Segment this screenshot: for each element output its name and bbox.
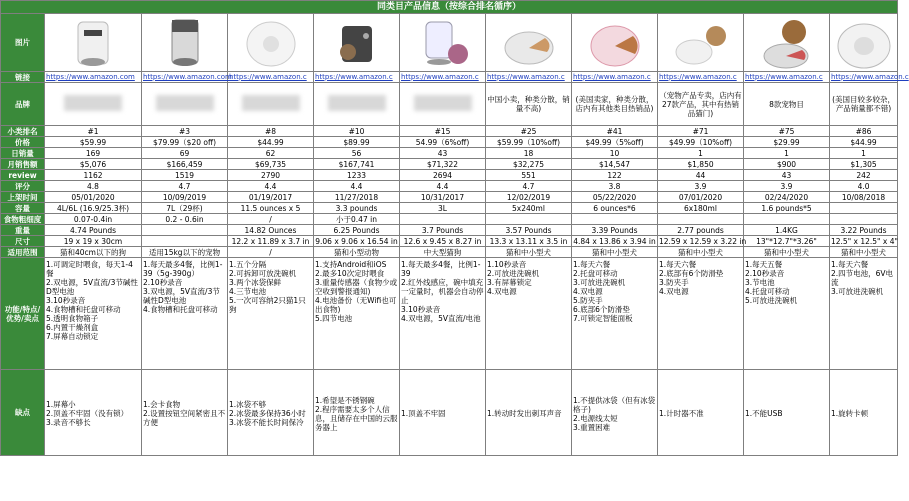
cons-cell: 1.冰袋不够 2.冰袋最多保持36小时 3.冰袋不能长时间保冷 bbox=[228, 370, 314, 456]
grain-cell: 0.07-0.4in bbox=[45, 214, 142, 225]
silver-feeder-icon bbox=[142, 14, 228, 72]
link-cell[interactable]: https://www.amazon.c bbox=[486, 72, 572, 83]
cons-cell: 1.顶盖不牢固 bbox=[400, 370, 486, 456]
scope-cell: 猫和中小型犬 bbox=[486, 247, 572, 258]
row-features bbox=[1, 258, 898, 370]
launch-cell: 05/22/2020 bbox=[572, 192, 658, 203]
weight-cell bbox=[142, 225, 228, 236]
rank-cell: #86 bbox=[830, 126, 898, 137]
review-cell: 551 bbox=[486, 170, 572, 181]
rank-cell: #41 bbox=[572, 126, 658, 137]
monthly-cell: $5,076 bbox=[45, 159, 142, 170]
row-rating bbox=[1, 181, 898, 192]
cons-cell: 1.屏幕小 2.顶盖不牢固（没有锁） 3.录音不够长 bbox=[45, 370, 142, 456]
row-weight bbox=[1, 225, 898, 236]
scope-cell: 中大型猫狗 bbox=[400, 247, 486, 258]
size-cell: 12.6 x 9.45 x 8.27 in bbox=[400, 236, 486, 247]
capacity-cell: 3L bbox=[400, 203, 486, 214]
row-label-brand: 品牌 bbox=[1, 83, 45, 126]
monthly-cell: $900 bbox=[744, 159, 830, 170]
review-cell: 242 bbox=[830, 170, 898, 181]
white-feeder-icon bbox=[45, 14, 142, 72]
size-cell: 12.2 x 11.89 x 3.7 in bbox=[228, 236, 314, 247]
brand-cell: (美国目较多较杂，产品销量都不错) bbox=[830, 83, 898, 126]
capacity-cell bbox=[830, 203, 898, 214]
price-cell: $49.99（5%off) bbox=[572, 137, 658, 148]
scope-cell: 猫和中小型犬 bbox=[572, 247, 658, 258]
launch-cell: 11/27/2018 bbox=[314, 192, 400, 203]
grain-cell: / bbox=[228, 214, 314, 225]
cons-cell: 1.计时器不准 bbox=[658, 370, 744, 456]
lid-feeder-icon bbox=[830, 14, 898, 72]
row-label-image: 图片 bbox=[1, 14, 45, 72]
capacity-cell: 11.5 ounces x 5 bbox=[228, 203, 314, 214]
daily-cell: 1 bbox=[658, 148, 744, 159]
cons-cell: 1.不提供冰袋（但有冰袋格子) 2.电源线太短 3.重置困难 bbox=[572, 370, 658, 456]
grain-cell: 小于0.47 in bbox=[314, 214, 400, 225]
weight-cell: 14.82 Ounces bbox=[228, 225, 314, 236]
rank-cell: #25 bbox=[486, 126, 572, 137]
brand-cell bbox=[314, 83, 400, 126]
row-price bbox=[1, 137, 898, 148]
features-cell: 1.五个分隔 2.可拆卸可放洗碗机 3.两个冰袋保鲜 4.三节电池 5.一次可容纳2只猫1只狗 bbox=[228, 258, 314, 370]
cons-cell: 1.会卡食物 2.设置按钮空间紧密且不方便 bbox=[142, 370, 228, 456]
row-label-link: 链接 bbox=[1, 72, 45, 83]
daily-cell: 10 bbox=[572, 148, 658, 159]
rating-cell: 3.9 bbox=[658, 181, 744, 192]
size-cell: 12.59 x 12.59 x 3.22 in bbox=[659, 236, 747, 246]
features-cell: 1.每天最多4餐，比例1-39 2.红外线感应，碗中填充一定量时，机器会自动停止 3.10秒录音 4.双电源，5V直流/电池 bbox=[400, 258, 486, 370]
daily-cell: 69 bbox=[142, 148, 228, 159]
cat-feeder-icon bbox=[314, 14, 400, 72]
row-label-cons: 缺点 bbox=[1, 370, 45, 456]
rank-cell: #1 bbox=[45, 126, 142, 137]
launch-cell: 07/01/2020 bbox=[658, 192, 744, 203]
weight-cell: 3.7 Pounds bbox=[400, 225, 486, 236]
size-cell: 12.5" x 12.5" x 4" bbox=[831, 236, 898, 246]
row-monthly bbox=[1, 159, 898, 170]
rating-cell: 4.7 bbox=[486, 181, 572, 192]
price-cell: $89.99 bbox=[314, 137, 400, 148]
row-label-rank: 小类排名 bbox=[1, 126, 45, 137]
weight-cell: 4.74 Pounds bbox=[45, 225, 142, 236]
rank-cell: #71 bbox=[658, 126, 744, 137]
rank-cell: #10 bbox=[314, 126, 400, 137]
row-label-price: 价格 bbox=[1, 137, 45, 148]
capacity-cell: 5x240ml bbox=[486, 203, 572, 214]
link-cell[interactable]: https://www.amazon.com bbox=[143, 72, 232, 81]
row-link bbox=[1, 72, 898, 83]
dog-feeder-icon bbox=[658, 14, 744, 72]
features-cell: 1.每天六餐 2.底部有6个防滑垫 3.防夹手 4.双电源 bbox=[658, 258, 744, 370]
features-cell: 1.每天六餐 2.托盘可移动 3.可放进洗碗机 4.双电源 5.防夹手 6.底部6个防滑垫 7.可锁定智能面板 bbox=[572, 258, 658, 370]
link-cell[interactable]: https://www.amazon.c bbox=[831, 72, 909, 81]
row-image bbox=[1, 14, 898, 72]
review-cell: 44 bbox=[658, 170, 744, 181]
grain-cell bbox=[830, 214, 898, 225]
daily-cell: 56 bbox=[314, 148, 400, 159]
scope-cell: 猫和中小型犬 bbox=[658, 247, 744, 258]
grain-cell bbox=[400, 214, 486, 225]
review-cell: 1162 bbox=[45, 170, 142, 181]
monthly-cell: $69,735 bbox=[228, 159, 314, 170]
row-brand bbox=[1, 83, 898, 126]
brand-cell: 中国小卖，种类分散，销量不高) bbox=[486, 83, 572, 126]
daily-cell: 43 bbox=[400, 148, 486, 159]
daily-cell: 1 bbox=[830, 148, 898, 159]
scope-cell: 猫和小型动物 bbox=[314, 247, 400, 258]
size-cell bbox=[142, 236, 228, 247]
scope-cell: 适用15kg以下的宠物 bbox=[142, 247, 228, 258]
row-review bbox=[1, 170, 898, 181]
link-cell[interactable]: https://www.amazon.c bbox=[228, 72, 314, 83]
price-cell: $59.99 bbox=[45, 137, 142, 148]
daily-cell: 1 bbox=[744, 148, 830, 159]
row-label-daily: 日销量 bbox=[1, 148, 45, 159]
scope-cell: 猫和中小型犬 bbox=[744, 247, 830, 258]
review-cell: 2790 bbox=[228, 170, 314, 181]
row-label-capacity: 容量 bbox=[1, 203, 45, 214]
row-label-scope: 适用范围 bbox=[1, 247, 45, 258]
price-cell: $44.99 bbox=[228, 137, 314, 148]
scope-cell: 猫和中小型犬 bbox=[830, 247, 898, 258]
brand-cell bbox=[142, 83, 228, 126]
daily-cell: 169 bbox=[45, 148, 142, 159]
grain-cell bbox=[744, 214, 830, 225]
launch-cell: 10/08/2018 bbox=[830, 192, 898, 203]
rating-cell: 4.4 bbox=[314, 181, 400, 192]
monthly-cell: $32,275 bbox=[486, 159, 572, 170]
features-cell: 1.支持Android和iOS 2.最多10次定时喂食 3.重量传感器（食物少或空收到警报通知) 4.电池备份（无Wifi也可出食物) 5.四节电池 bbox=[314, 258, 400, 370]
row-grain bbox=[1, 214, 898, 225]
size-cell: 13"*12.7"*3.26" bbox=[744, 236, 830, 247]
round-feeder-icon bbox=[228, 14, 314, 72]
link-cell[interactable]: https://www.amazon.c bbox=[400, 72, 486, 83]
review-cell: 2694 bbox=[400, 170, 486, 181]
row-label-review: review bbox=[1, 170, 45, 181]
rating-cell: 4.0 bbox=[830, 181, 898, 192]
cons-cell: 1.转动时发出刺耳声音 bbox=[486, 370, 572, 456]
capacity-cell: 3.3 pounds bbox=[314, 203, 400, 214]
scope-cell: / bbox=[228, 247, 314, 258]
launch-cell: 05/01/2020 bbox=[45, 192, 142, 203]
row-rank bbox=[1, 126, 898, 137]
row-label-launch: 上架时间 bbox=[1, 192, 45, 203]
daily-cell: 18 bbox=[486, 148, 572, 159]
grain-cell bbox=[486, 214, 572, 225]
row-label-size: 尺寸 bbox=[1, 236, 45, 247]
row-scope bbox=[1, 247, 898, 258]
brand-cell: (美国卖家，种类分散，店内有其他类目热销品) bbox=[572, 83, 658, 126]
link-cell[interactable]: https://www.amazon.c bbox=[744, 72, 830, 83]
monthly-cell: $1,305 bbox=[830, 159, 898, 170]
size-cell: 9.06 x 9.06 x 16.54 in bbox=[315, 236, 398, 246]
monthly-cell: $166,459 bbox=[142, 159, 228, 170]
weight-cell: 1.4KG bbox=[744, 225, 830, 236]
rating-cell: 3.9 bbox=[744, 181, 830, 192]
size-cell: 4.84 x 13.86 x 3.94 in bbox=[573, 236, 656, 246]
features-cell: 1.可调定时喂食，每天1-4餐 2.双电源，5V直流/3节碱性D型电池 3.10秒录音 4.食物槽和托盘可移动 5.透明食物箱子 6.内置干燥剂盒 7.屏幕自动锁定 bbox=[45, 258, 142, 370]
price-cell: $44.99 bbox=[830, 137, 898, 148]
capacity-cell: 6x180ml bbox=[658, 203, 744, 214]
scope-cell: 猫和40cm以下的狗 bbox=[45, 247, 142, 258]
row-cons bbox=[1, 370, 898, 456]
row-capacity bbox=[1, 203, 898, 214]
capacity-cell: 1.6 pounds*5 bbox=[744, 203, 830, 214]
link-cell[interactable]: https://www.amazon.c bbox=[314, 72, 400, 83]
brand-cell bbox=[228, 83, 314, 126]
price-cell: $59.99（10%off) bbox=[486, 137, 572, 148]
review-cell: 1233 bbox=[314, 170, 400, 181]
brand-cell bbox=[400, 83, 486, 126]
features-cell: 1.每天六餐 2.四节电池，6V电流 3.可放进洗碗机 bbox=[830, 258, 898, 370]
capacity-cell: 7L（29杯) bbox=[142, 203, 228, 214]
pink-feeder-icon bbox=[572, 14, 658, 72]
puppy-feeder-icon bbox=[744, 14, 830, 72]
row-size bbox=[1, 236, 898, 247]
capacity-cell: 6 ounces*6 bbox=[572, 203, 658, 214]
rating-cell: 4.4 bbox=[228, 181, 314, 192]
monthly-cell: $71,322 bbox=[400, 159, 486, 170]
rank-cell: #75 bbox=[744, 126, 830, 137]
launch-cell: 12/02/2019 bbox=[486, 192, 572, 203]
weight-cell: 3.57 Pounds bbox=[486, 225, 572, 236]
review-cell: 43 bbox=[744, 170, 830, 181]
rating-cell: 4.4 bbox=[400, 181, 486, 192]
link-cell[interactable]: https://www.amazon.com bbox=[45, 72, 142, 83]
cons-cell: 1.旋转卡顿 bbox=[830, 370, 898, 456]
size-cell: 13.3 x 13.11 x 3.5 in bbox=[486, 236, 572, 247]
monthly-cell: $14,547 bbox=[572, 159, 658, 170]
price-cell: $29.99 bbox=[744, 137, 830, 148]
capacity-cell: 4L/6L (16.9/25.3杯) bbox=[45, 203, 142, 214]
daily-cell: 62 bbox=[228, 148, 314, 159]
price-cell: $49.99（10%off) bbox=[658, 137, 744, 148]
launch-cell: 10/31/2017 bbox=[400, 192, 486, 203]
weight-cell: 2.77 pounds bbox=[658, 225, 744, 236]
brand-cell: （宠物产品专卖，店内有27款产品，其中有热销品猫门) bbox=[658, 83, 744, 126]
weight-cell: 6.25 Pounds bbox=[314, 225, 400, 236]
monthly-cell: $1,850 bbox=[658, 159, 744, 170]
row-label-weight: 重量 bbox=[1, 225, 45, 236]
features-cell: 1.每天五餐 2.10秒录音 3.节电池 4.托盘可移动 5.可放进洗碗机 bbox=[744, 258, 830, 370]
features-cell: 1.10秒录音 2.可放进洗碗机 3.有屏幕锁定 4.双电源 bbox=[486, 258, 572, 370]
row-launch bbox=[1, 192, 898, 203]
rating-cell: 4.8 bbox=[45, 181, 142, 192]
link-cell[interactable]: https://www.amazon.c bbox=[658, 72, 744, 83]
rank-cell: #15 bbox=[400, 126, 486, 137]
launch-cell: 01/19/2017 bbox=[228, 192, 314, 203]
row-daily bbox=[1, 148, 898, 159]
weight-cell: 3.22 Pounds bbox=[830, 225, 898, 236]
row-label-rating: 评分 bbox=[1, 181, 45, 192]
price-cell: 54.99（6%off) bbox=[400, 137, 486, 148]
review-cell: 1519 bbox=[142, 170, 228, 181]
launch-cell: 10/09/2019 bbox=[142, 192, 228, 203]
rating-cell: 4.7 bbox=[142, 181, 228, 192]
row-label-features: 功能/特点/优势/卖点 bbox=[1, 258, 45, 370]
cons-cell: 1.不能USB bbox=[744, 370, 830, 456]
cons-cell: 1.希望是不锈钢碗 2.程序需要太多个人信息，且储存在中国的云服务器上 bbox=[314, 370, 400, 456]
grain-cell bbox=[658, 214, 744, 225]
launch-cell: 02/24/2020 bbox=[744, 192, 830, 203]
grain-cell: 0.2 - 0.6in bbox=[142, 214, 228, 225]
weight-cell: 3.39 Pounds bbox=[572, 225, 658, 236]
row-label-monthly: 月销售额 bbox=[1, 159, 45, 170]
brand-cell: 8款宠物目 bbox=[744, 83, 830, 126]
link-cell[interactable]: https://www.amazon.c bbox=[572, 72, 658, 83]
rating-cell: 3.8 bbox=[572, 181, 658, 192]
features-cell: 1.每天最多4餐，比例1-39（5g-390g） 2.10秒录音 3.双电源，5V直流/3节碱性D型电池 4.食物槽和托盘可移动 bbox=[142, 258, 228, 370]
price-cell: $79.99（$20 off) bbox=[142, 137, 228, 148]
grain-cell bbox=[572, 214, 658, 225]
rank-cell: #3 bbox=[142, 126, 228, 137]
cat-dispenser-icon bbox=[400, 14, 486, 72]
review-cell: 122 bbox=[572, 170, 658, 181]
row-label-grain: 食物粗细度 bbox=[1, 214, 45, 225]
brand-cell bbox=[45, 83, 142, 126]
table-title: 同类目产品信息（按综合排名循序） bbox=[1, 1, 898, 14]
bowl-feeder-icon bbox=[486, 14, 572, 72]
size-cell: 19 x 19 x 30cm bbox=[45, 236, 142, 247]
rank-cell: #8 bbox=[228, 126, 314, 137]
monthly-cell: $167,741 bbox=[314, 159, 400, 170]
